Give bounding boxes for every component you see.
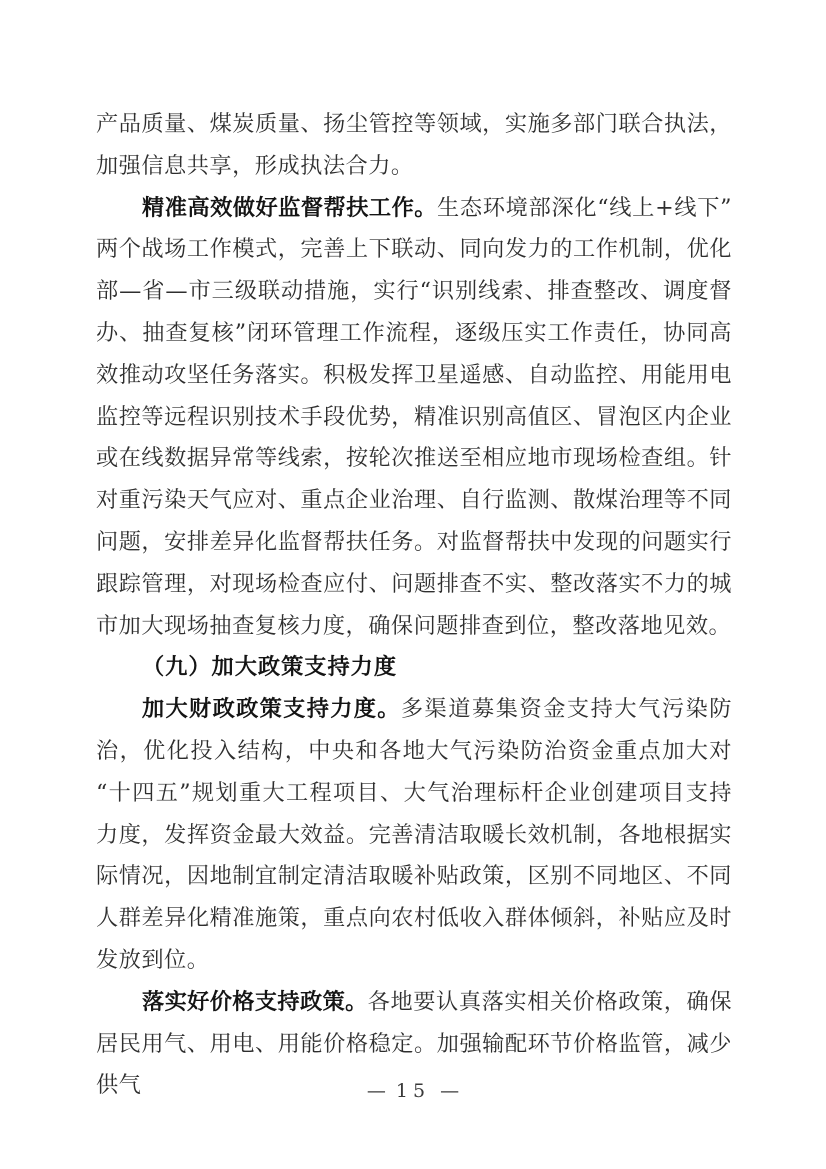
page-number-dash-left: — xyxy=(366,1080,386,1102)
section-heading-nine: （九）加大政策支持力度 xyxy=(142,654,398,681)
paragraph-lead-in: 精准高效做好监督帮扶工作。 xyxy=(142,194,437,221)
page-number-value: 15 xyxy=(395,1080,431,1102)
paragraph-text: 生态环境部深化“线上+线下”两个战场工作模式，完善上下联动、同向发力的工作机制，优化部—省—市三级联动措施，实行“识别线索、排查整改、调度督办、抽查复核”闭环管理工作流程，逐级压实工作责任，协同高效推动攻坚任务落实。积极发挥卫星遥感、自动监控、用能用电监控等远程识别技术手段优势，精准识别高值区、冒泡区内企业或在线数据异常等线索，按轮次推送至相应地市现场检查组。针对重污染天气应对、重点企业治理、自行监测、散煤治理等不同问题，安排差异化监督帮扶任务。对监督帮扶中发现的问题实行跟踪管理，对现场检查应付、问题排查不实、整改落实不力的城市加大现场抽查复核力度，确保问题排查到位，整改落地见效。 xyxy=(96,194,732,639)
paragraph-lead-in: 落实好价格支持政策。 xyxy=(142,988,368,1015)
paragraph-text: 产品质量、煤炭质量、扬尘管控等领域，实施多部门联合执法，加强信息共享，形成执法合力。 xyxy=(96,111,732,179)
paragraph-supervision-assistance xyxy=(96,188,732,648)
paragraph-text: 多渠道募集资金支持大气污染防治，优化投入结构，中央和各地大气污染防治资金重点加大对“十四五”规划重大工程项目、大气治理标杆企业创建项目支持力度，发挥资金最大效益。完善清洁取暖长效机制，各地根据实际情况，因地制宜制定清洁取暖补贴政策，区别不同地区、不同人群差异化精准施策，重点向农村低收入群体倾斜，补贴应及时发放到位。 xyxy=(96,696,732,973)
paragraph-lead-in: 加大财政政策支持力度。 xyxy=(142,696,401,723)
paragraph-fiscal-policy-support xyxy=(96,689,732,982)
page-number-dash-right: — xyxy=(440,1080,460,1102)
paragraph-text: 各地要认真落实相关价格政策，确保居民用气、用电、用能价格稳定。加强输配环节价格监管，减少供气 xyxy=(96,988,733,1099)
page-number-footer xyxy=(0,1080,826,1102)
page-text-block xyxy=(96,104,732,1107)
paragraph-continuation-joint-enforcement xyxy=(96,104,732,188)
